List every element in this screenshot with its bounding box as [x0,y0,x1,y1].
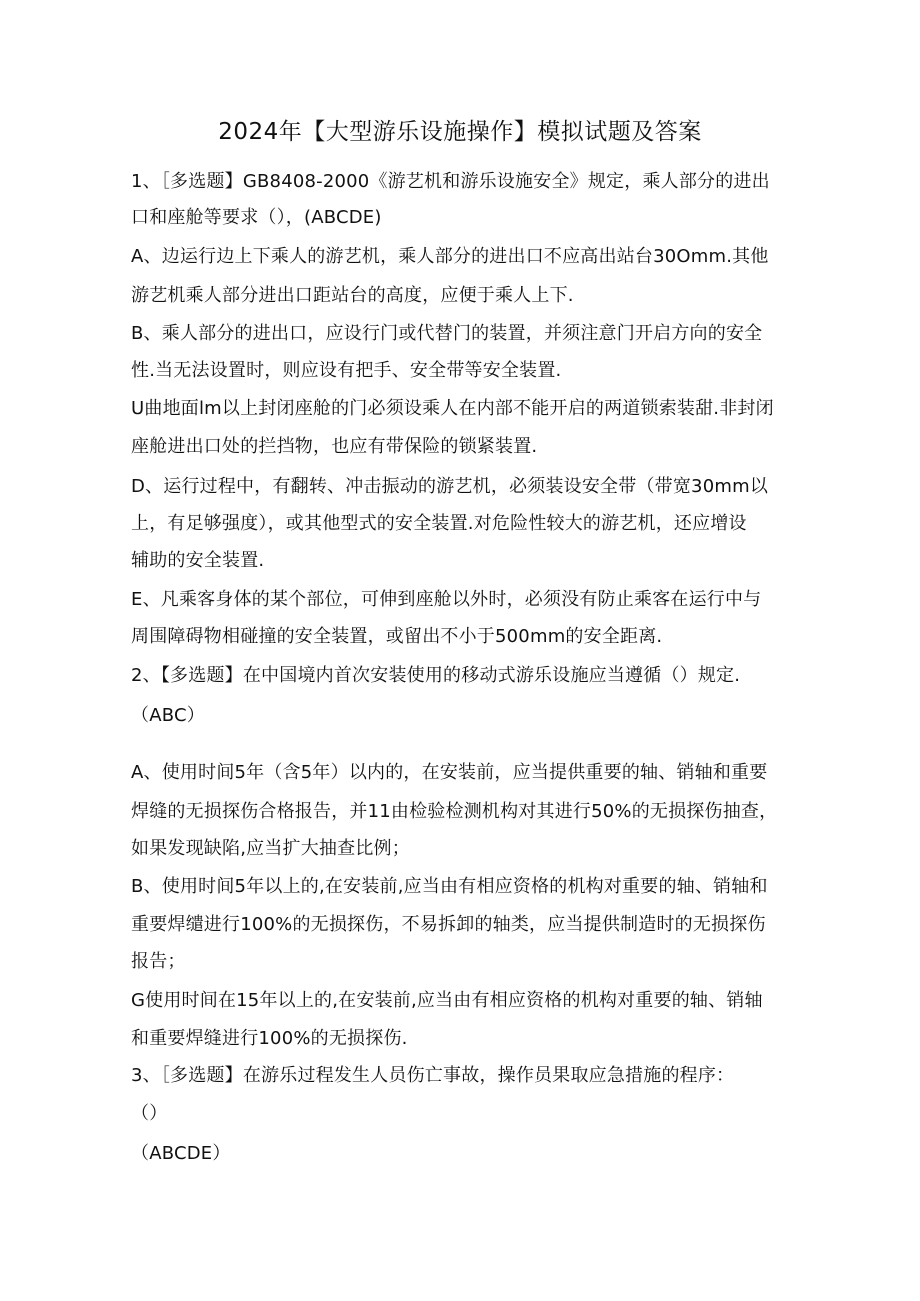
q1-option-b-line-1: B、乘人部分的进出口，应设行门或代替门的装置，并须注意门开启方向的安全 [131,323,763,344]
q1-option-b-line-2: 性.当无法设置时，则应设有把手、安全带等安全装置. [131,360,562,381]
q2-answer: （ABC） [131,705,205,726]
document-body [131,0,791,1301]
q2-option-a-line-3: 如果发现缺陷,应当扩大抽查比例； [131,838,410,859]
q1-option-a-line-1: A、边运行边上下乘人的游艺机，乘人部分的进出口不应高出站台30Omm.其他 [131,246,769,267]
q3-text-line-1: 3、［多选题】在游乐过程发生人员伤亡事故，操作员果取应急措施的程序： [131,1065,735,1086]
q2-option-c-line-1: G使用时间在15年以上的,在安装前,应当由有相应资格的机构对重要的轴、销轴 [131,990,763,1011]
q2-option-b-line-1: B、使用时间5年以上的,在安装前,应当由有相应资格的机构对重要的轴、销轴和 [131,876,768,897]
q2-option-a-line-2: 焊缝的无损探伤合格报告，并11由检验检测机构对其进行50%的无损探伤抽查， [131,801,778,822]
document-title: 2024年【大型游乐设施操作】模拟试题及答案 [218,119,702,145]
q1-option-c-line-1: U曲地面lm以上封闭座舱的门必须设乘人在内部不能开启的两道锁索装甜.非封闭 [131,398,774,419]
q1-text-line-1: 1、［多选题】GB8408-2000《游艺机和游乐设施安全》规定，乘人部分的进出 [131,171,770,192]
q1-option-d-line-3: 辅助的安全装置. [131,550,265,571]
q1-option-c-line-2: 座舱进出口处的拦挡物，也应有带保险的锁紧装置. [131,436,538,457]
q1-option-e-line-1: E、凡乘客身体的某个部位，可伸到座舱以外时，必须没有防止乘客在运行中与 [131,589,762,610]
q1-option-e-line-2: 周围障碍物相碰撞的安全装置，或留出不小于500mm的安全距离. [131,626,663,647]
q3-text-line-2: （） [131,1103,168,1124]
q1-text-line-2: 口和座舱等要求（），(ABCDE) [131,207,382,228]
q2-option-b-line-3: 报告； [131,951,186,972]
q2-option-a-line-1: A、使用时间5年（含5年）以内的，在安装前，应当提供重要的轴、销轴和重要 [131,762,768,783]
q2-option-b-line-2: 重要焊缱进行100%的无损探伤，不易拆卸的轴类，应当提供制造时的无损探伤 [131,914,766,935]
q1-option-a-line-2: 游艺机乘人部分进出口距站台的高度，应便于乘人上下. [131,285,574,306]
q3-answer: （ABCDE） [131,1143,231,1164]
q1-option-d-line-2: 上，有足够强度），或其他型式的安全装置.对危险性较大的游艺机，还应增设 [131,513,747,534]
q2-option-c-line-2: 和重要焊缝进行100%的无损探伤. [131,1028,408,1049]
q2-text-line-1: 2、【多选题】在中国境内首次安装使用的移动式游乐设施应当遵循（）规定. [131,665,741,686]
q1-option-d-line-1: D、运行过程中，有翻转、冲击振动的游艺机，必须装设安全带（带宽30mm以 [131,476,769,497]
